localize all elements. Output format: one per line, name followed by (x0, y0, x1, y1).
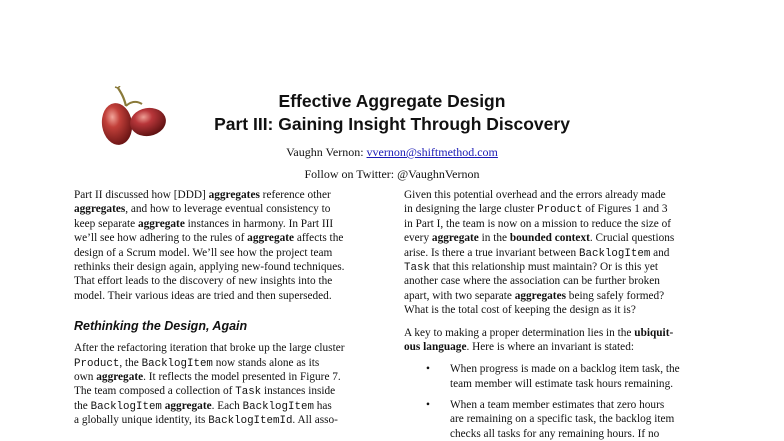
intro-paragraph (74, 188, 392, 303)
left-column (74, 188, 392, 427)
text-line: team member will estimate task hours remaining. (450, 377, 674, 390)
text-line: in designing the large cluster Product of Figures 1 and 3 (404, 203, 668, 217)
code-term: BacklogItem (579, 247, 651, 260)
invariant-bullet-list (404, 362, 720, 441)
section-heading: Rethinking the Design, Again (74, 319, 248, 334)
bold-term: bounded context (509, 232, 590, 245)
text-line: A key to making a proper determination lies in the ubiquit- (404, 326, 674, 339)
bold-term: aggregate (164, 399, 212, 412)
bullet-item (404, 362, 720, 391)
bold-term: aggregate (96, 370, 144, 383)
text-line: a globally unique identity, its BacklogItemId. All asso- (74, 414, 338, 428)
right-column (404, 188, 720, 441)
text-line: ous language. Here is where an invariant is stated: (404, 340, 634, 353)
text-line: Product, the BacklogItem now stands alone as its (74, 356, 320, 370)
bullet-marker: • (426, 363, 430, 376)
text-line: in Part I, the team is now on a mission to reduce the size of (404, 217, 671, 230)
overhead-paragraph (404, 188, 720, 318)
code-term: Task (404, 261, 430, 274)
code-term: BacklogItem (90, 400, 162, 413)
code-term: BacklogItem (242, 400, 314, 413)
text-line: checks all tasks for any remaining hours. If no (450, 427, 660, 440)
text-line: rethinks their design again, applying new-found techniques. (74, 260, 345, 273)
text-line: model. Their various ideas are tried and then superseded. (74, 289, 332, 302)
text-line: aggregates, and how to leverage eventual consistency to (74, 203, 331, 216)
author-line (0, 145, 784, 160)
author-email-link[interactable]: vvernon@shiftmethod.com (366, 145, 498, 159)
bold-term: ubiquit- (634, 326, 674, 339)
text-line: another case where the association can be further broken (404, 275, 660, 288)
text-line: Part II discussed how [DDD] aggregates reference other (74, 189, 331, 201)
section-body-paragraph (74, 341, 392, 427)
text-line: own aggregate. It reflects the model presented in Figure 7. (74, 370, 341, 383)
text-line: The team composed a collection of Task instances inside (74, 385, 336, 399)
bold-term: aggregate (431, 232, 479, 245)
text-line: arise. Is there a true invariant between BacklogItem and (404, 246, 670, 260)
text-line: the BacklogItem aggregate. Each BacklogItem has (74, 399, 332, 413)
text-line: every aggregate in the bounded context. Crucial questions (404, 232, 675, 245)
text-line: What is the total cost of keeping the design as it is? (404, 304, 636, 317)
text-line: That effort leads to the discovery of new insights into the (74, 275, 333, 288)
bold-term: aggregate (137, 217, 185, 230)
bold-term: aggregate (247, 232, 295, 245)
text-line: When progress is made on a backlog item task, the (450, 363, 680, 376)
bold-term: aggregates (74, 203, 126, 216)
code-term: Product (74, 357, 120, 370)
text-line: are remaining on a specific task, the backlog item (450, 413, 675, 426)
bullet-item (404, 398, 720, 441)
text-line: Given this potential overhead and the errors already made (404, 189, 666, 201)
code-term: BacklogItem (141, 357, 213, 370)
paper-title-line2: Part III: Gaining Insight Through Discovery (214, 114, 570, 134)
text-line: design of a Scrum model. We’ll see how the project team (74, 246, 333, 259)
bullet-marker: • (426, 399, 430, 412)
text-line: keep separate aggregate instances in harmony. In Part III (74, 217, 334, 230)
ubiquitous-language-paragraph (404, 326, 720, 355)
bold-term: aggregates (514, 289, 566, 302)
paper-title-line1: Effective Aggregate Design (278, 91, 506, 111)
code-term: Task (235, 386, 262, 399)
author-label: Vaughn Vernon: (286, 145, 367, 159)
text-line: When a team member estimates that zero hours (450, 399, 665, 412)
text-line: After the refactoring iteration that broke up the large cluster (74, 342, 345, 355)
twitter-line: Follow on Twitter: @VaughnVernon (304, 167, 480, 181)
code-term: BacklogItemId (208, 415, 293, 428)
text-line: apart, with two separate aggregates being safely formed? (404, 289, 665, 302)
bold-term: aggregates (208, 189, 260, 201)
text-line: we’ll see how adhering to the rules of aggregate affects the (74, 232, 344, 245)
text-line: Task that this relationship must maintain? Or is this yet (404, 260, 659, 274)
code-term: Product (537, 204, 583, 217)
bold-term: ous language (404, 340, 467, 353)
